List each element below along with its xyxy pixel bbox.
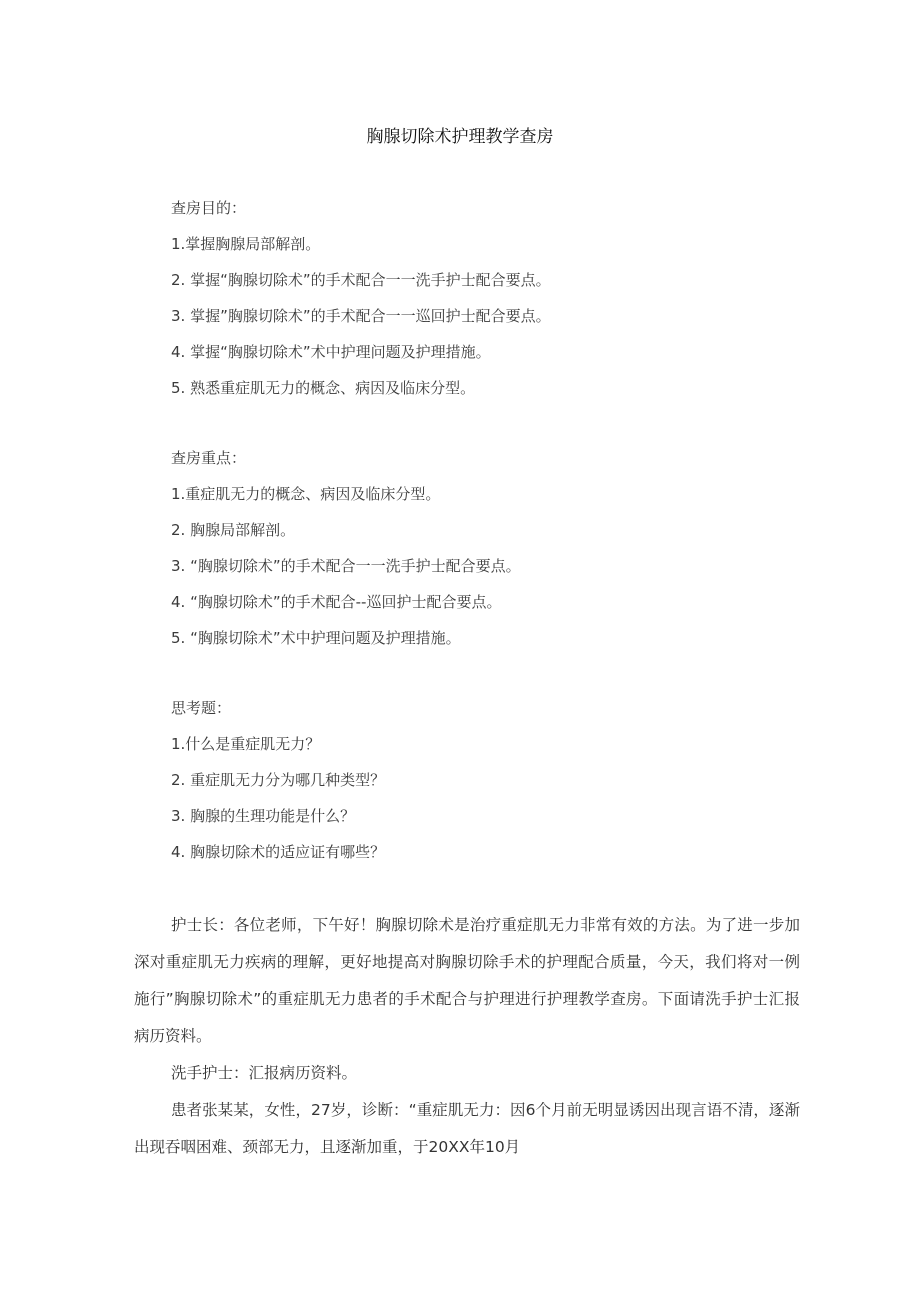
goal-item: 4. 掌握“胸腺切除术”术中护理问题及护理措施。 bbox=[171, 343, 491, 361]
key-point-item: 5. “胸腺切除术”术中护理问题及护理措施。 bbox=[171, 629, 461, 647]
question-item: 2. 重症肌无力分为哪几种类型？ bbox=[171, 771, 386, 789]
paragraph: 护士长：各位老师，下午好！胸腺切除术是治疗重症肌无力非常有效的方法。为了进一步加深对重症肌无力疾病的理解，更好地提高对胸腺切除手术的护理配合质量，今天，我们将对一例施行”胸腺切除术”的重症肌无力患者的手术配合与护理进行护理教学查房。下面请洗手护士汇报病历资料。 bbox=[134, 916, 800, 1045]
question-item: 3. 胸腺的生理功能是什么？ bbox=[171, 807, 356, 825]
key-point-item: 3. “胸腺切除术”的手术配合一一洗手护士配合要点。 bbox=[171, 557, 521, 575]
key-point-item: 2. 胸腺局部解剖。 bbox=[171, 521, 296, 539]
key-point-item: 4. “胸腺切除术”的手术配合--巡回护士配合要点。 bbox=[171, 593, 502, 611]
goals-heading: 查房目的： bbox=[171, 199, 247, 217]
question-item: 1.什么是重症肌无力？ bbox=[171, 735, 321, 753]
paragraph: 洗手护士：汇报病历资料。 bbox=[171, 1064, 358, 1082]
question-item: 4. 胸腺切除术的适应证有哪些？ bbox=[171, 843, 386, 861]
questions-heading: 思考题： bbox=[171, 699, 232, 717]
questions-section bbox=[171, 690, 771, 870]
document-title: 胸腺切除术护理教学查房 bbox=[366, 127, 554, 147]
goal-item: 2. 掌握“胸腺切除术”的手术配合一一洗手护士配合要点。 bbox=[171, 271, 551, 289]
goal-item: 1.掌握胸腺局部解剖。 bbox=[171, 235, 321, 253]
key-point-item: 1.重症肌无力的概念、病因及临床分型。 bbox=[171, 485, 441, 503]
key-points-heading: 查房重点： bbox=[171, 449, 247, 467]
goals-section bbox=[171, 190, 771, 406]
paragraph: 患者张某某，女性，27岁，诊断：“重症肌无力：因6个月前无明显诱因出现言语不清，逐渐出现吞咽困难、颈部无力，且逐渐加重，于20XX年10月 bbox=[134, 1101, 800, 1156]
key-points-section bbox=[171, 440, 771, 656]
goal-item: 3. 掌握”胸腺切除术”的手术配合一一巡回护士配合要点。 bbox=[171, 307, 551, 325]
goal-item: 5. 熟悉重症肌无力的概念、病因及临床分型。 bbox=[171, 379, 476, 397]
body-text bbox=[134, 907, 800, 1166]
